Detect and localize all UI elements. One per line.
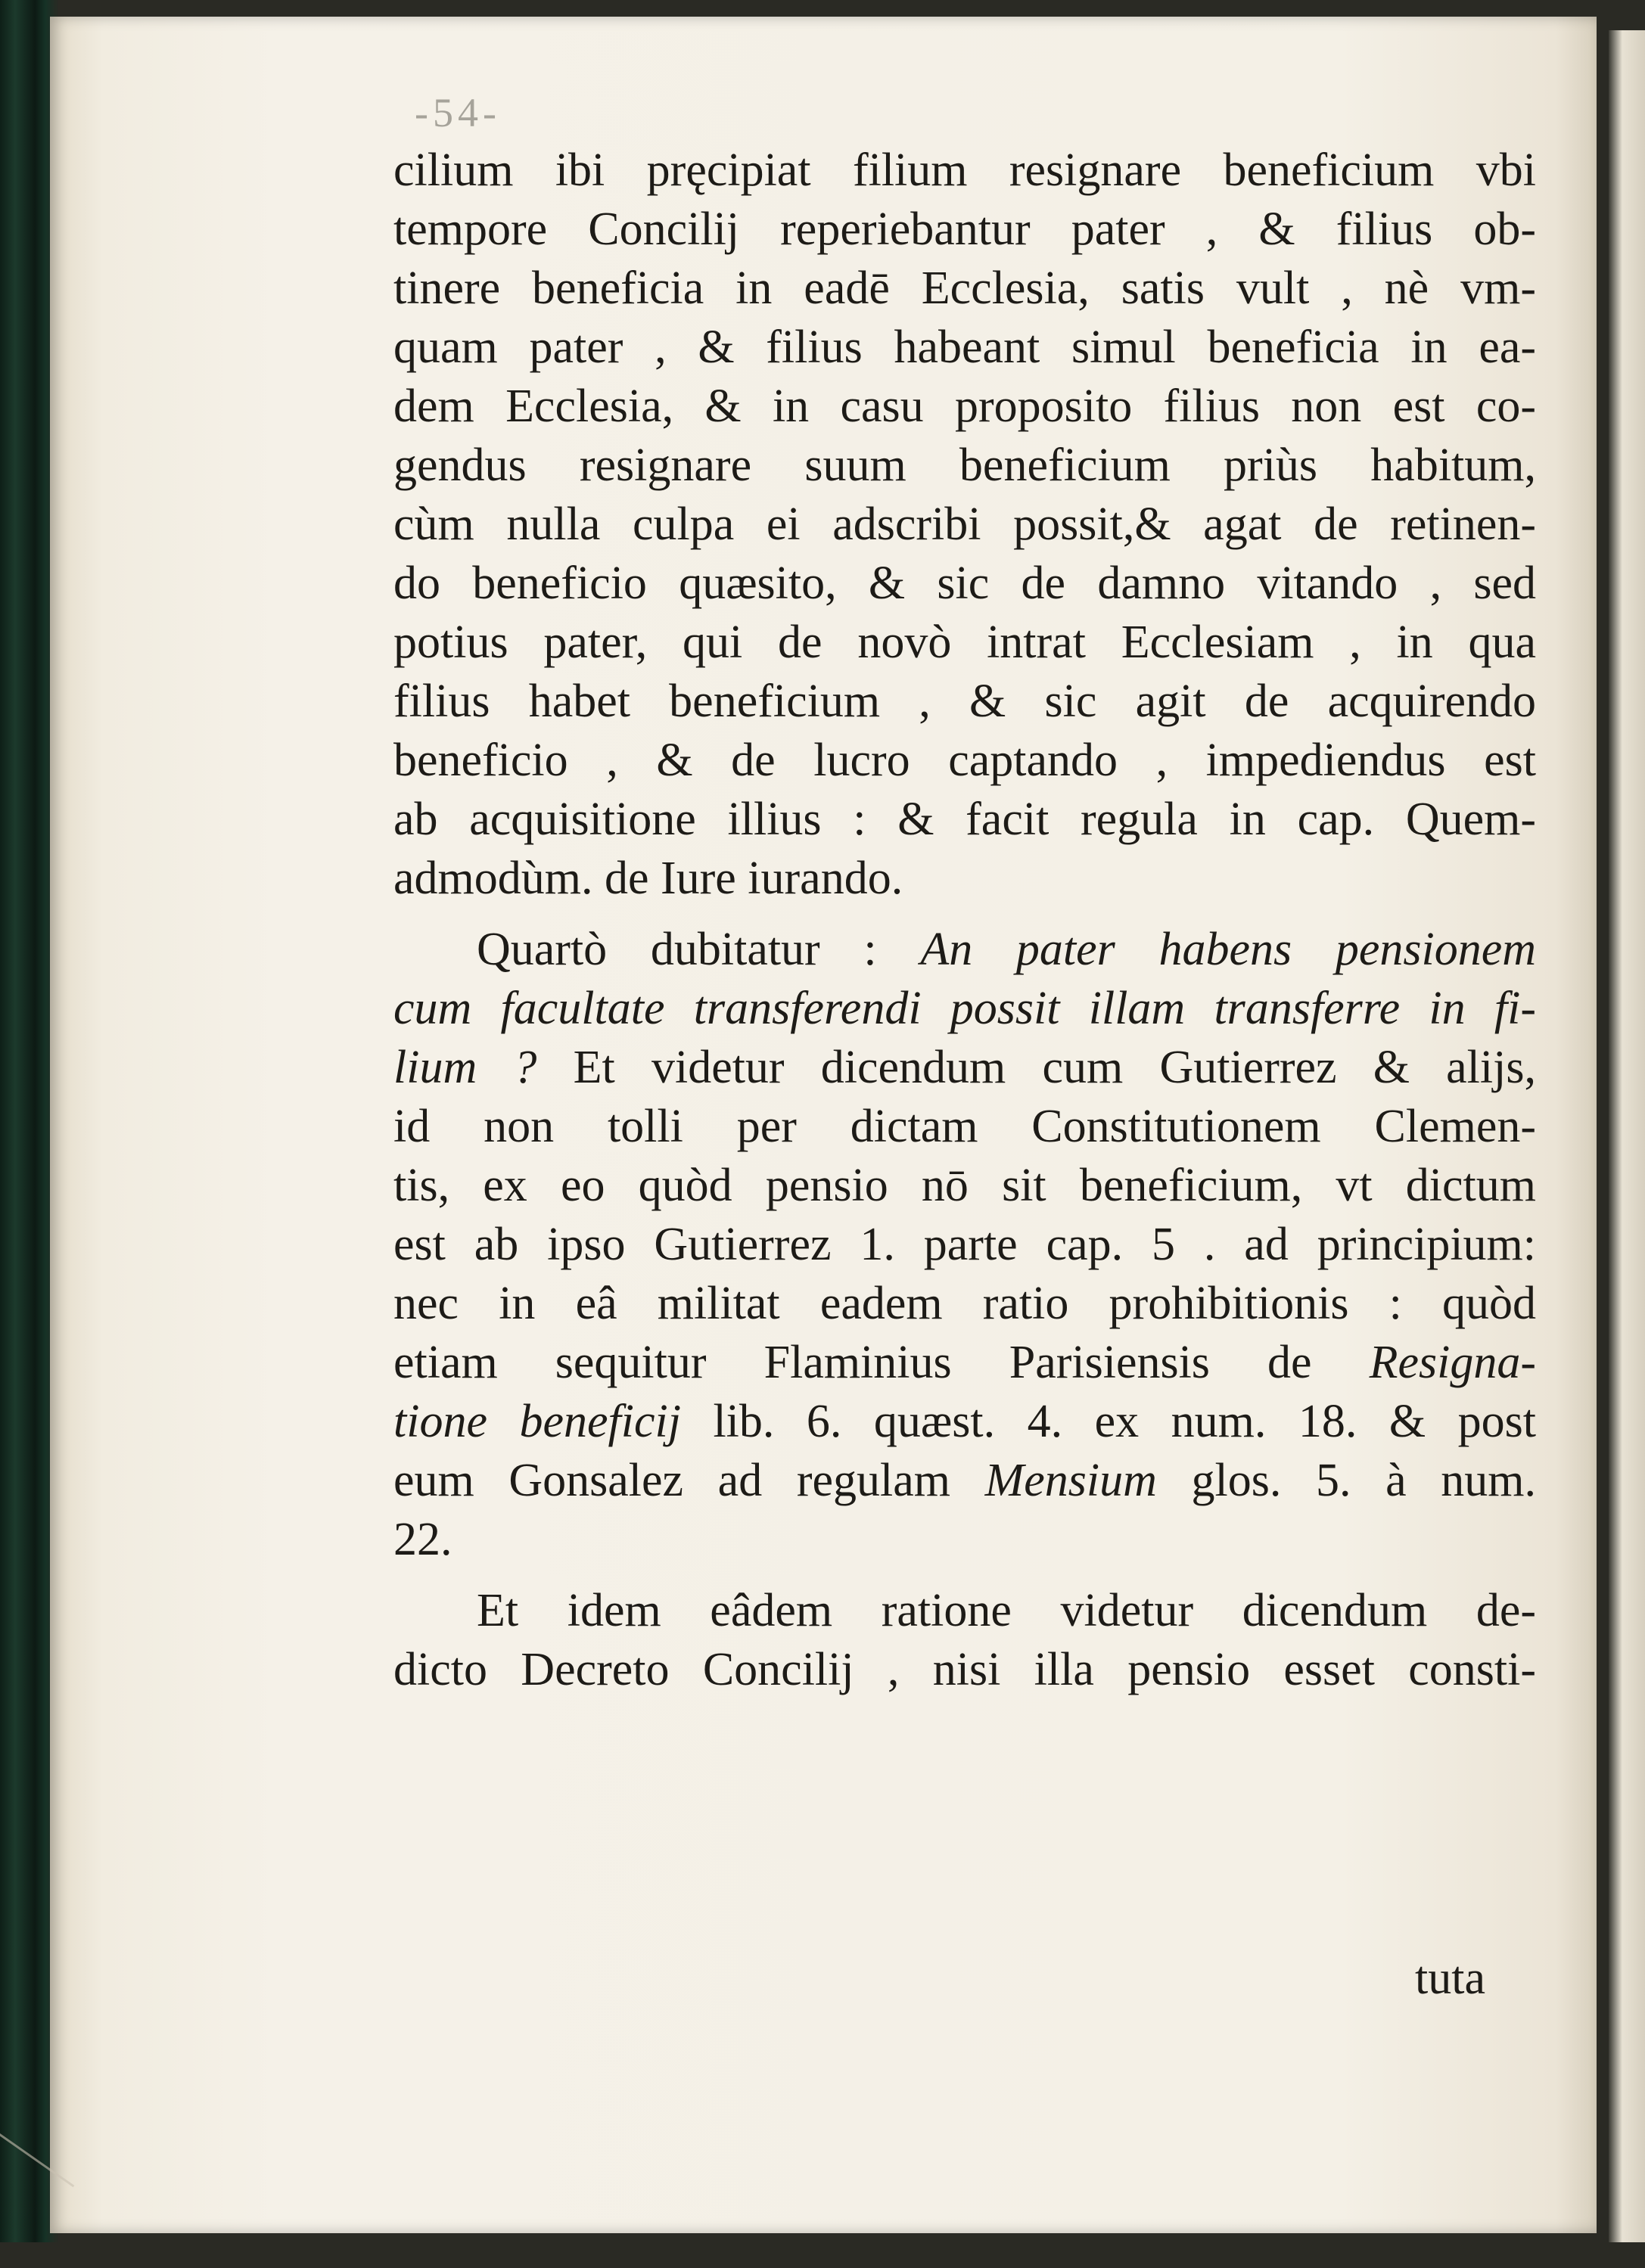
- text-line: id non tolli per dictam Constitutionem Clemen-: [393, 1101, 1536, 1152]
- italic-run: Mensium: [984, 1455, 1157, 1506]
- paragraph-start-line: [393, 920, 1536, 979]
- text-run: eum Gonsalez ad regulam: [393, 1455, 950, 1506]
- text-run: glos. 5. à num.: [1191, 1455, 1536, 1506]
- text-line: potius pater, qui de novò intrat Ecclesiam , in qua: [393, 617, 1536, 668]
- text-line: gendus resignare suum beneficium priùs habitum,: [393, 440, 1536, 491]
- paragraph-start-line: Et idem eâdem ratione videtur dicendum de-: [477, 1585, 1536, 1636]
- italic-run: tione beneficij: [393, 1396, 681, 1447]
- text-line: tis, ex eo quòd pensio nō sit beneficium, vt dictum: [393, 1160, 1536, 1211]
- text-line: 22.: [393, 1514, 452, 1565]
- text-line: [393, 1392, 1536, 1451]
- text-block: [393, 141, 1536, 1699]
- text-line: [393, 1038, 1536, 1097]
- text-line: do beneficio quæsito, & sic de damno vitando , sed: [393, 558, 1536, 609]
- catchword: tuta: [1415, 1953, 1485, 2004]
- text-line: admodùm. de Iure iurando.: [393, 853, 903, 904]
- text-line: dicto Decreto Concilij , nisi illa pensio esset consti-: [393, 1644, 1536, 1695]
- text-line: ab acquisitione illius : & facit regula in cap. Quem-: [393, 794, 1536, 845]
- text-line: [393, 1451, 1536, 1510]
- facing-page-edge: [1609, 30, 1645, 2242]
- text-run: Et videtur dicendum cum Gutierrez & alijs,: [573, 1042, 1536, 1093]
- italic-run: lium ?: [393, 1042, 537, 1093]
- text-run: lib. 6. quæst. 4. ex num. 18. & post: [713, 1396, 1536, 1447]
- text-line: dem Ecclesia, & in casu proposito filius non est co-: [393, 381, 1536, 432]
- text-line: tempore Concilij reperiebantur pater , & filius ob-: [393, 203, 1536, 255]
- text-line: tinere beneficia in eadē Ecclesia, satis vult , nè vm-: [393, 263, 1536, 314]
- text-line: est ab ipso Gutierrez 1. parte cap. 5 . ad principium:: [393, 1219, 1536, 1270]
- text-line: nec in eâ militat eadem ratio prohibitionis : quòd: [393, 1278, 1536, 1329]
- text-run: Quartò dubitatur :: [477, 924, 877, 975]
- italic-run: An pater habens pensionem: [920, 924, 1536, 975]
- text-line: [393, 1333, 1536, 1392]
- text-line: beneficio , & de lucro captando , impediendus est: [393, 735, 1536, 786]
- text-line: cùm nulla culpa ei adscribi possit,& agat de retinen-: [393, 499, 1536, 550]
- text-line: filius habet beneficium , & sic agit de acquirendo: [393, 676, 1536, 727]
- text-line: [393, 979, 1536, 1038]
- text-line: quam pater , & filius habeant simul beneficia in ea-: [393, 322, 1536, 373]
- italic-run: Resigna-: [1369, 1337, 1536, 1388]
- page-number: -54-: [415, 90, 501, 135]
- text-run: etiam sequitur Flaminius Parisiensis de: [393, 1337, 1312, 1388]
- italic-run: cum facultate transferendi possit illam transferre in fi-: [393, 983, 1536, 1034]
- text-line: cilium ibi pręcipiat filium resignare beneficium vbi: [393, 144, 1536, 196]
